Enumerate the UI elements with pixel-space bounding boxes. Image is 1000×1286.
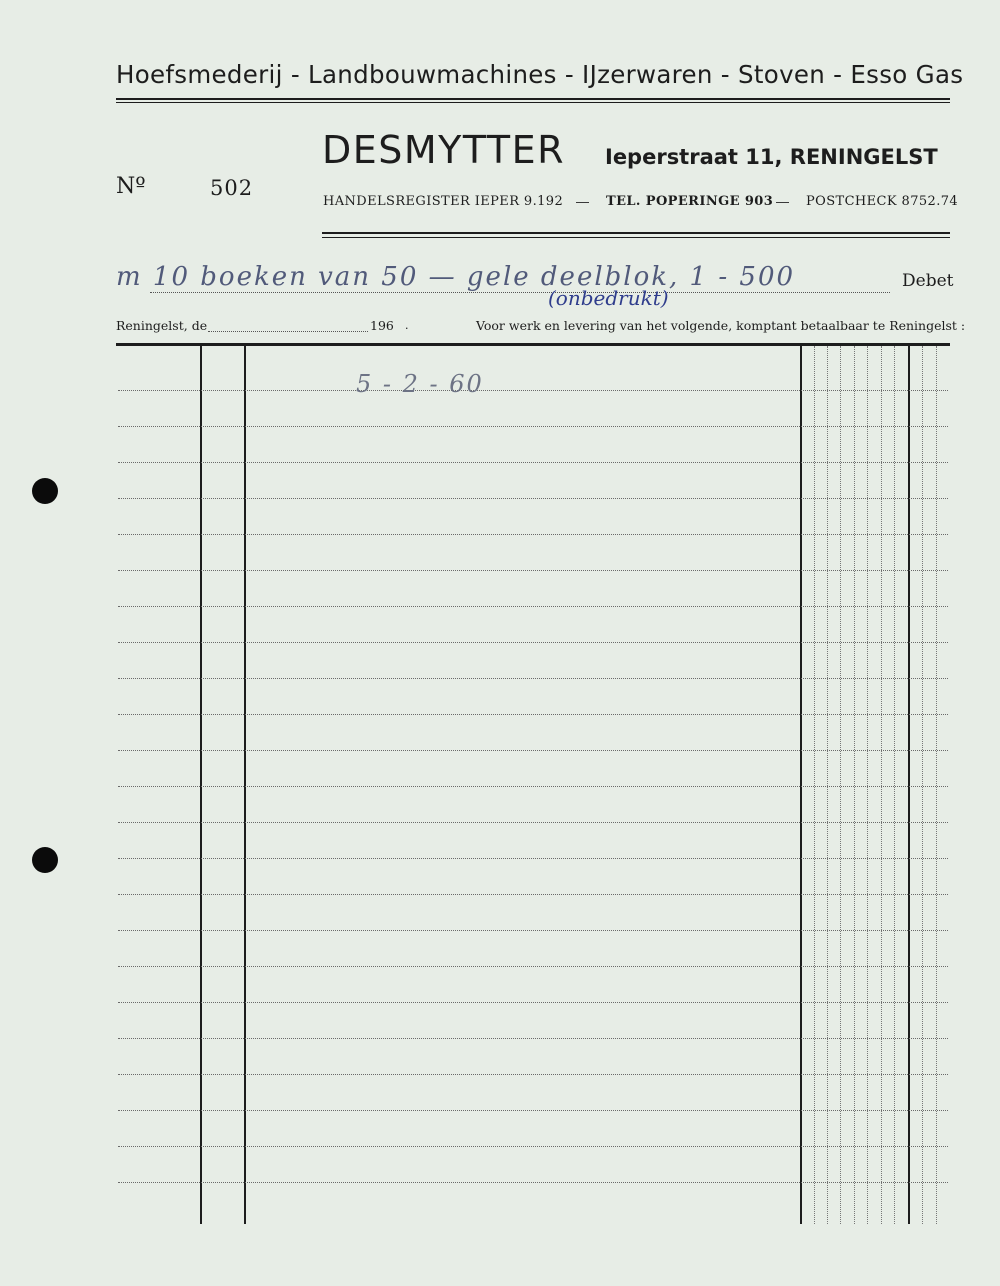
punch-hole: [32, 847, 58, 873]
postcheck: POSTCHECK 8752.74: [806, 194, 959, 209]
table-row-line: [118, 1182, 948, 1183]
place-date-label: Reningelst, de: [116, 318, 208, 333]
table-row-line: [118, 1038, 948, 1039]
punch-hole: [32, 478, 58, 504]
table-row-line: [118, 894, 948, 895]
table-row-line: [118, 1110, 948, 1111]
invoice-number: 502: [210, 176, 254, 200]
invoice-number-label: Nº: [116, 174, 146, 199]
separator-dash: —: [576, 194, 589, 209]
trade-register: HANDELSREGISTER IEPER 9.192: [323, 194, 564, 209]
table-row-line: [118, 1146, 948, 1147]
handwritten-recipient: m 10 boeken van 50 — gele deelblok, 1 - 500: [116, 262, 796, 292]
column-divider: [908, 346, 910, 1224]
amount-grid-line: [894, 346, 895, 1224]
company-address: Ieperstraat 11, RENINGELST: [605, 145, 938, 169]
amount-grid-line: [854, 346, 855, 1224]
column-divider: [244, 346, 246, 1224]
amount-grid-line: [814, 346, 815, 1224]
separator-dash: —: [776, 194, 789, 209]
company-name: DESMYTTER: [322, 128, 566, 172]
table-row-line: [118, 822, 948, 823]
amount-grid-line: [840, 346, 841, 1224]
table-row-line: [118, 966, 948, 967]
amount-grid-line: [827, 346, 828, 1224]
table-row-line: [118, 786, 948, 787]
handwritten-note: (onbedrukt): [548, 286, 669, 310]
table-row-line: [118, 750, 948, 751]
amount-grid-line: [867, 346, 868, 1224]
handwritten-date: 5 - 2 - 60: [356, 370, 484, 398]
table-row-line: [118, 606, 948, 607]
table-row-line: [118, 390, 948, 391]
trades-line: Hoefsmederij - Landbouwmachines - IJzerwaren - Stoven - Esso Gas: [116, 60, 964, 89]
telephone: TEL. POPERINGE 903: [606, 194, 774, 209]
table-row-line: [118, 858, 948, 859]
amount-grid-line: [881, 346, 882, 1224]
header-rule: [322, 232, 950, 234]
table-row-line: [118, 426, 948, 427]
date-dotted-line: [208, 331, 368, 332]
column-divider: [800, 346, 802, 1224]
column-divider: [200, 346, 202, 1224]
table-top-rule: [116, 343, 950, 346]
table-row-line: [118, 1002, 948, 1003]
table-row-line: [118, 462, 948, 463]
year-dot: .: [405, 318, 409, 332]
table-row-line: [118, 714, 948, 715]
trades-rule: [116, 98, 950, 100]
table-row-line: [118, 678, 948, 679]
recipient-dotted-line: [150, 292, 890, 293]
amount-grid-line: [922, 346, 923, 1224]
table-row-line: [118, 498, 948, 499]
table-row-line: [118, 570, 948, 571]
trades-rule-thin: [116, 102, 950, 103]
table-row-line: [118, 1074, 948, 1075]
table-row-line: [118, 534, 948, 535]
debet-label: Debet: [902, 271, 954, 291]
table-row-line: [118, 930, 948, 931]
year-prefix: 196: [370, 318, 394, 333]
table-row-line: [118, 642, 948, 643]
header-rule-thin: [322, 237, 950, 238]
amount-grid-line: [936, 346, 937, 1224]
payment-terms: Voor werk en levering van het volgende, komptant betaalbaar te Reningelst :: [476, 318, 966, 333]
